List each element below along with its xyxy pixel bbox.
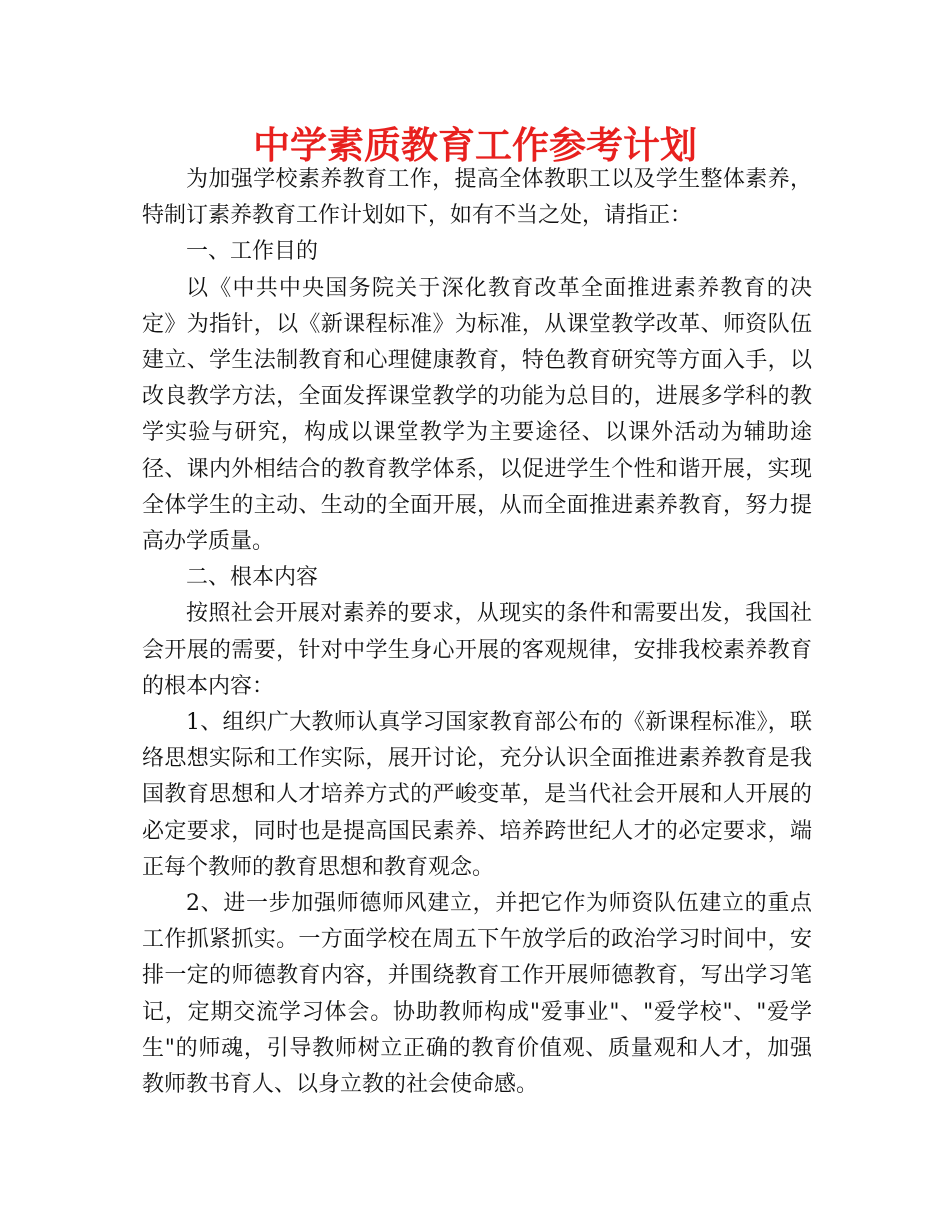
content-item-1: 1、组织广大教师认真学习国家教育部公布的《新课程标准》，联络思想实际和工作实际，展开讨论，充分认识全面推进素养教育是我国教育思想和人才培养方式的严峻变革，是当代社会开展和人开展的必定要求，同时也是提高国民素养、培养跨世纪人才的必定要求，端正每个教师的教育思想和教育观念。 [142,710,812,880]
content-item-2: 2、进一步加强师德师风建立，并把它作为师资队伍建立的重点工作抓紧抓实。一方面学校在周五下午放学后的政治学习时间中，安排一定的师德教育内容，并围绕教育工作开展师德教育，写出学习笔记，定期交流学习体会。协助教师构成"爱事业"、"爱学校"、"爱学生"的师魂，引导教师树立正确的教育价值观、质量观和人才，加强教师教书育人、以身立教的社会使命感。 [142,891,812,1098]
section-heading-purpose: 一、工作目的 [186,239,319,265]
purpose-paragraph: 以《中共中央国务院关于深化教育改革全面推进素养教育的决定》为指针，以《新课程标准》为标准，从课堂教学改革、师资队伍建立、学生法制教育和心理健康教育，特色教育研究等方面入手，以改良教学方法，全面发挥课堂教学的功能为总目的，进展多学科的教学实验与研究，构成以课堂教学为主要途径、以课外活动为辅助途径、课内外相结合的教育教学体系，以促进学生个性和谐开展，实现全体学生的主动、生动的全面开展，从而全面推进素养教育，努力提高办学质量。 [142,275,812,555]
section-heading-content: 二、根本内容 [186,565,319,591]
intro-paragraph: 为加强学校素养教育工作，提高全体教职工以及学生整体素养，特制订素养教育工作计划如下，如有不当之处，请指正： [142,167,812,229]
document-title: 中学素质教育工作参考计划 [253,124,697,167]
content-intro-paragraph: 按照社会开展对素养的要求，从现实的条件和需要出发，我国社会开展的需要，针对中学生身心开展的客观规律，安排我校素养教育的根本内容： [142,601,812,699]
document-body [142,162,812,1103]
